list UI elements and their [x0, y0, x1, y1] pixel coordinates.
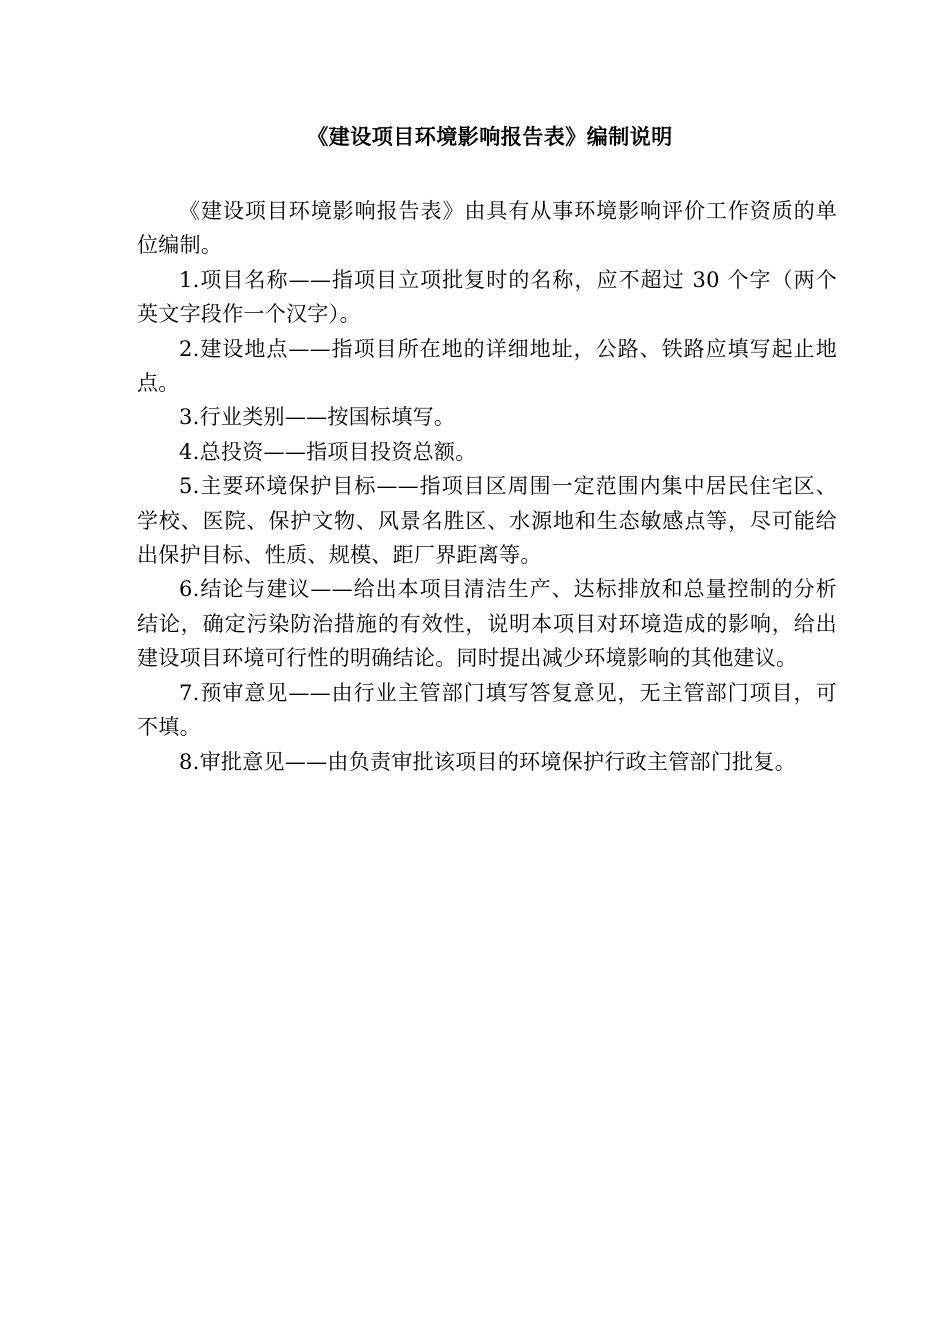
document-body	[137, 194, 837, 779]
item-project-name: 1.项目名称——指项目立项批复时的名称，应不超过 30 个字（两个英文字段作一个汉字）。	[137, 267, 837, 327]
item-pre-review: 7.预审意见——由行业主管部门填写答复意见，无主管部门项目，可不填。	[137, 680, 837, 740]
item-approval: 8.审批意见——由负责审批该项目的环境保护行政主管部门批复。	[179, 749, 797, 774]
item-industry-category: 3.行业类别——按国标填写。	[179, 405, 456, 430]
intro-paragraph: 《建设项目环境影响报告表》由具有从事环境影响评价工作资质的单位编制。	[137, 199, 837, 258]
item-protection-targets: 5.主要环境保护目标——指项目区周围一定范围内集中居民住宅区、学校、医院、保护文物、风景名胜区、水源地和生态敏感点等，尽可能给出保护目标、性质、规模、距厂界距离等。	[137, 474, 837, 568]
item-total-investment: 4.总投资——指项目投资总额。	[179, 439, 477, 464]
item-construction-site: 2.建设地点——指项目所在地的详细地址，公路、铁路应填写起止地点。	[137, 336, 837, 396]
item-conclusions: 6.结论与建议——给出本项目清洁生产、达标排放和总量控制的分析结论，确定污染防治措施的有效性，说明本项目对环境造成的影响，给出建设项目环境可行性的明确结论。同时提出减少环境影响的其他建议。	[137, 577, 837, 671]
document-title: 《建设项目环境影响报告表》编制说明	[307, 125, 673, 149]
